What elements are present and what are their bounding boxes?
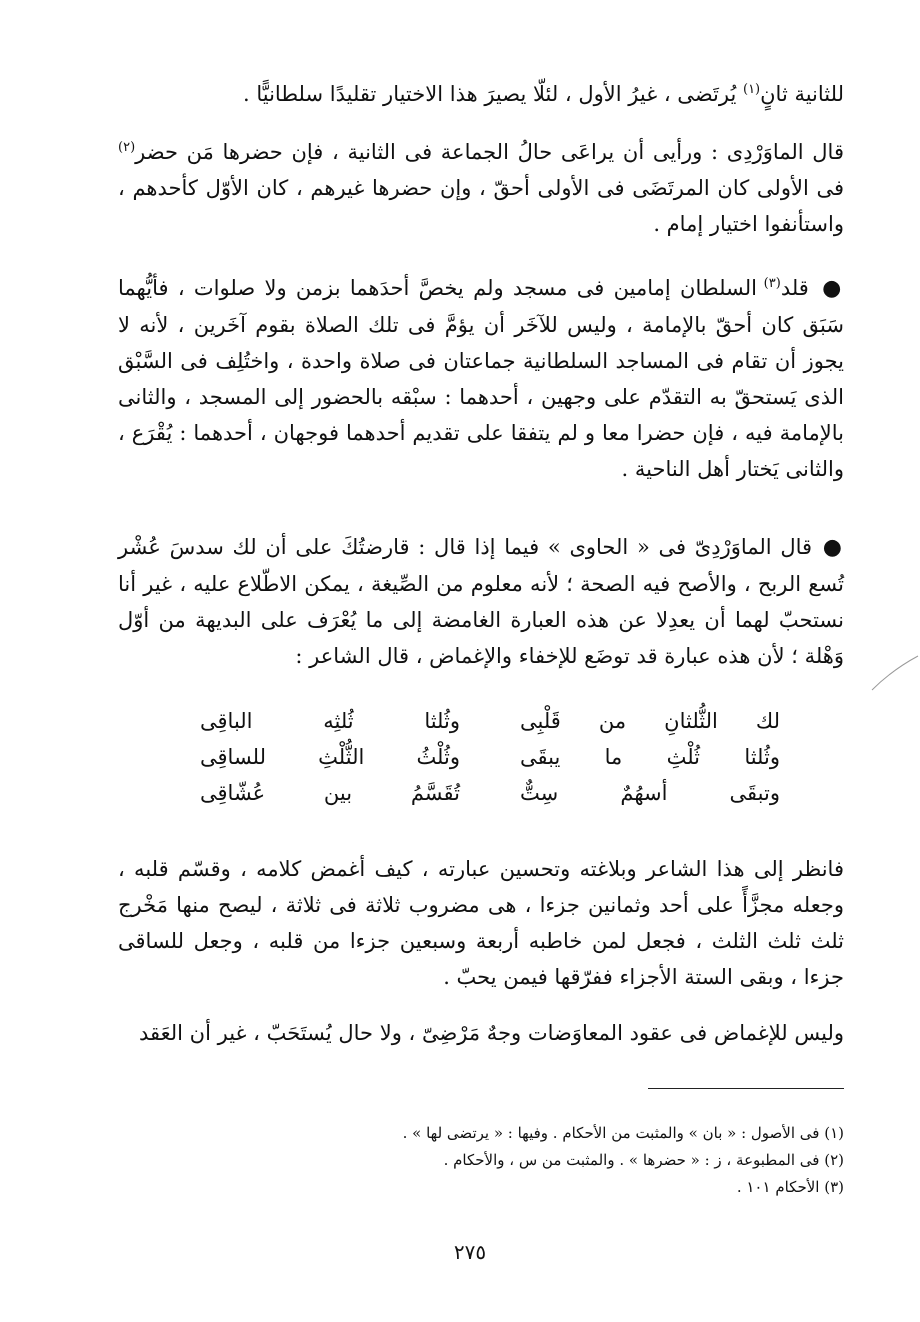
bullet-icon: ●: [822, 535, 844, 560]
paragraph-2: [118, 134, 876, 242]
footnotes: [200, 1120, 844, 1201]
footnote-ref-3: (٣): [763, 276, 781, 291]
paragraph-2-text-start: قال الماوَرْدِى : ورأيى أن يراعَى حالُ الجماعة فى الثانية ، فإن حضرها مَن حضر: [135, 140, 844, 164]
page-number: ٢٧٥: [453, 1240, 487, 1264]
paragraph-5: [118, 851, 876, 995]
paragraph-6-text: وليس للإغماض فى عقود المعاوَضات وجهٌ مَرْضِىّ ، ولا حال يُستَحَبّ ، غير أن العَقد: [138, 1021, 844, 1045]
bullet-icon: ●: [822, 276, 844, 301]
footnote-ref-1: (١): [742, 82, 761, 97]
footnote-3: (٣) الأحكام ١٠١ .: [736, 1178, 844, 1196]
footnote-separator: [648, 1088, 844, 1089]
paragraph-2-text-end: فى الأولى كان المرتَضَى فى الأولى أحقّ ، وإن حضرها غيرهم ، كان الأوّل كأحدهم ، واستأنفوا اختيار إمام .: [118, 176, 844, 236]
paragraph-3-text-start: قلد: [780, 276, 819, 300]
paragraph-4-text: قال الماوَرْدِىّ فى « الحاوى » فيما إذا قال : قارضتُكَ على أن لك سدسَ عُشْر تُسع الربح ، والأصح فيه الصحة ؛ لأنه معلوم من الصِّيغة ، يمكن الاطّلاع عليه ، غير أنا نستحبّ لهما أن يعدِلا عن هذه العبارة الغامضة إلى ما يُعْرَف على البديهة من أوّل وَهْلة ؛ لأن هذه عبارة قد توضَع للإخفاء والإغماض ، قال الشاعر :: [118, 535, 844, 668]
poem-verse: [200, 775, 780, 811]
footnote-ref-2: (٢): [118, 140, 136, 155]
poem-first-hemistich: لك الثُّلثانِ من قَلْبِى: [520, 709, 780, 733]
poem-second-hemistich: وثُلْثُ الثُّلْثِ للساقِى: [200, 745, 460, 769]
paragraph-3: [118, 270, 876, 487]
poem-verse: [200, 703, 780, 739]
paragraph-4: [118, 529, 876, 674]
paragraph-5-text: فانظر إلى هذا الشاعر وبلاغته وتحسين عبارته ، كيف أغمض كلامه ، وقسّم قلبه ، وجعله مجزَّأً على أحد وثمانين جزءا ، هى مضروب ثلاثة فى ثلاثة ، ليصح منها مَخْرج ثلث ثلث الثلث ، فجعل لمن خاطبه أربعة وسبعين جزءا من قلبه ، وجعل للساقى جزءا ، وبقى الستة الأجزاء ففرّقها فيمن يحبّ .: [118, 857, 844, 989]
paragraph-3-text-end: السلطان إمامين فى مسجد ولم يخصَّ أحدَهما بزمن ولا صلوات ، فأيُّهما سَبَق كان أحقّ بالإمامة ، وليس للآخَر أن يؤمَّ فى تلك الصلاة بقوم آخَرين ، لأنه لا يجوز أن تقام فى المساجد السلطانية جماعتان فى صلاة واحدة ، واختُلِف فى السَّبْق الذى يَستحقّ به التقدّم على وجهين ، أحدهما : سبْقه بالحضور إلى المسجد ، والثانى بالإمامة فيه ، فإن حضرا معا و لم يتفقا على تقديم أحدهما فوجهان ، أحدهما : يُقْرَع ، والثانى يَختار أهل الناحية .: [118, 276, 844, 481]
paragraph-6: [118, 1015, 876, 1051]
poem-first-hemistich: وثُلثا ثُلْثِ ما يبقَى: [520, 745, 780, 769]
footnote-1: (١) فى الأصول : « بان » والمثبت من الأحكام . وفيها : « يرتضى لها » .: [402, 1124, 844, 1142]
scan-edge-mark: [868, 650, 920, 710]
poem-second-hemistich: وثُلثا ثُلثِه الباقِى: [200, 709, 460, 733]
poem-second-hemistich: تُقَسَّمُ بين عُشّاقِى: [200, 781, 460, 805]
poem: [200, 703, 780, 811]
footnote-2: (٢) فى المطبوعة ، ز : « حضرها » . والمثبت من س ، والأحكام .: [443, 1151, 844, 1169]
poem-first-hemistich: وتبقَى أسهُمٌ سِتٌّ: [520, 781, 780, 805]
paragraph-1: [118, 76, 844, 112]
paragraph-1-text-end: يُرتَضى ، غيرُ الأول ، لئلّا يصيرَ هذا الاختيار تقليدًا سلطانيًّا .: [242, 82, 743, 106]
paragraph-1-text-start: للثانية ثانٍ: [760, 82, 844, 106]
poem-verse: [200, 739, 780, 775]
